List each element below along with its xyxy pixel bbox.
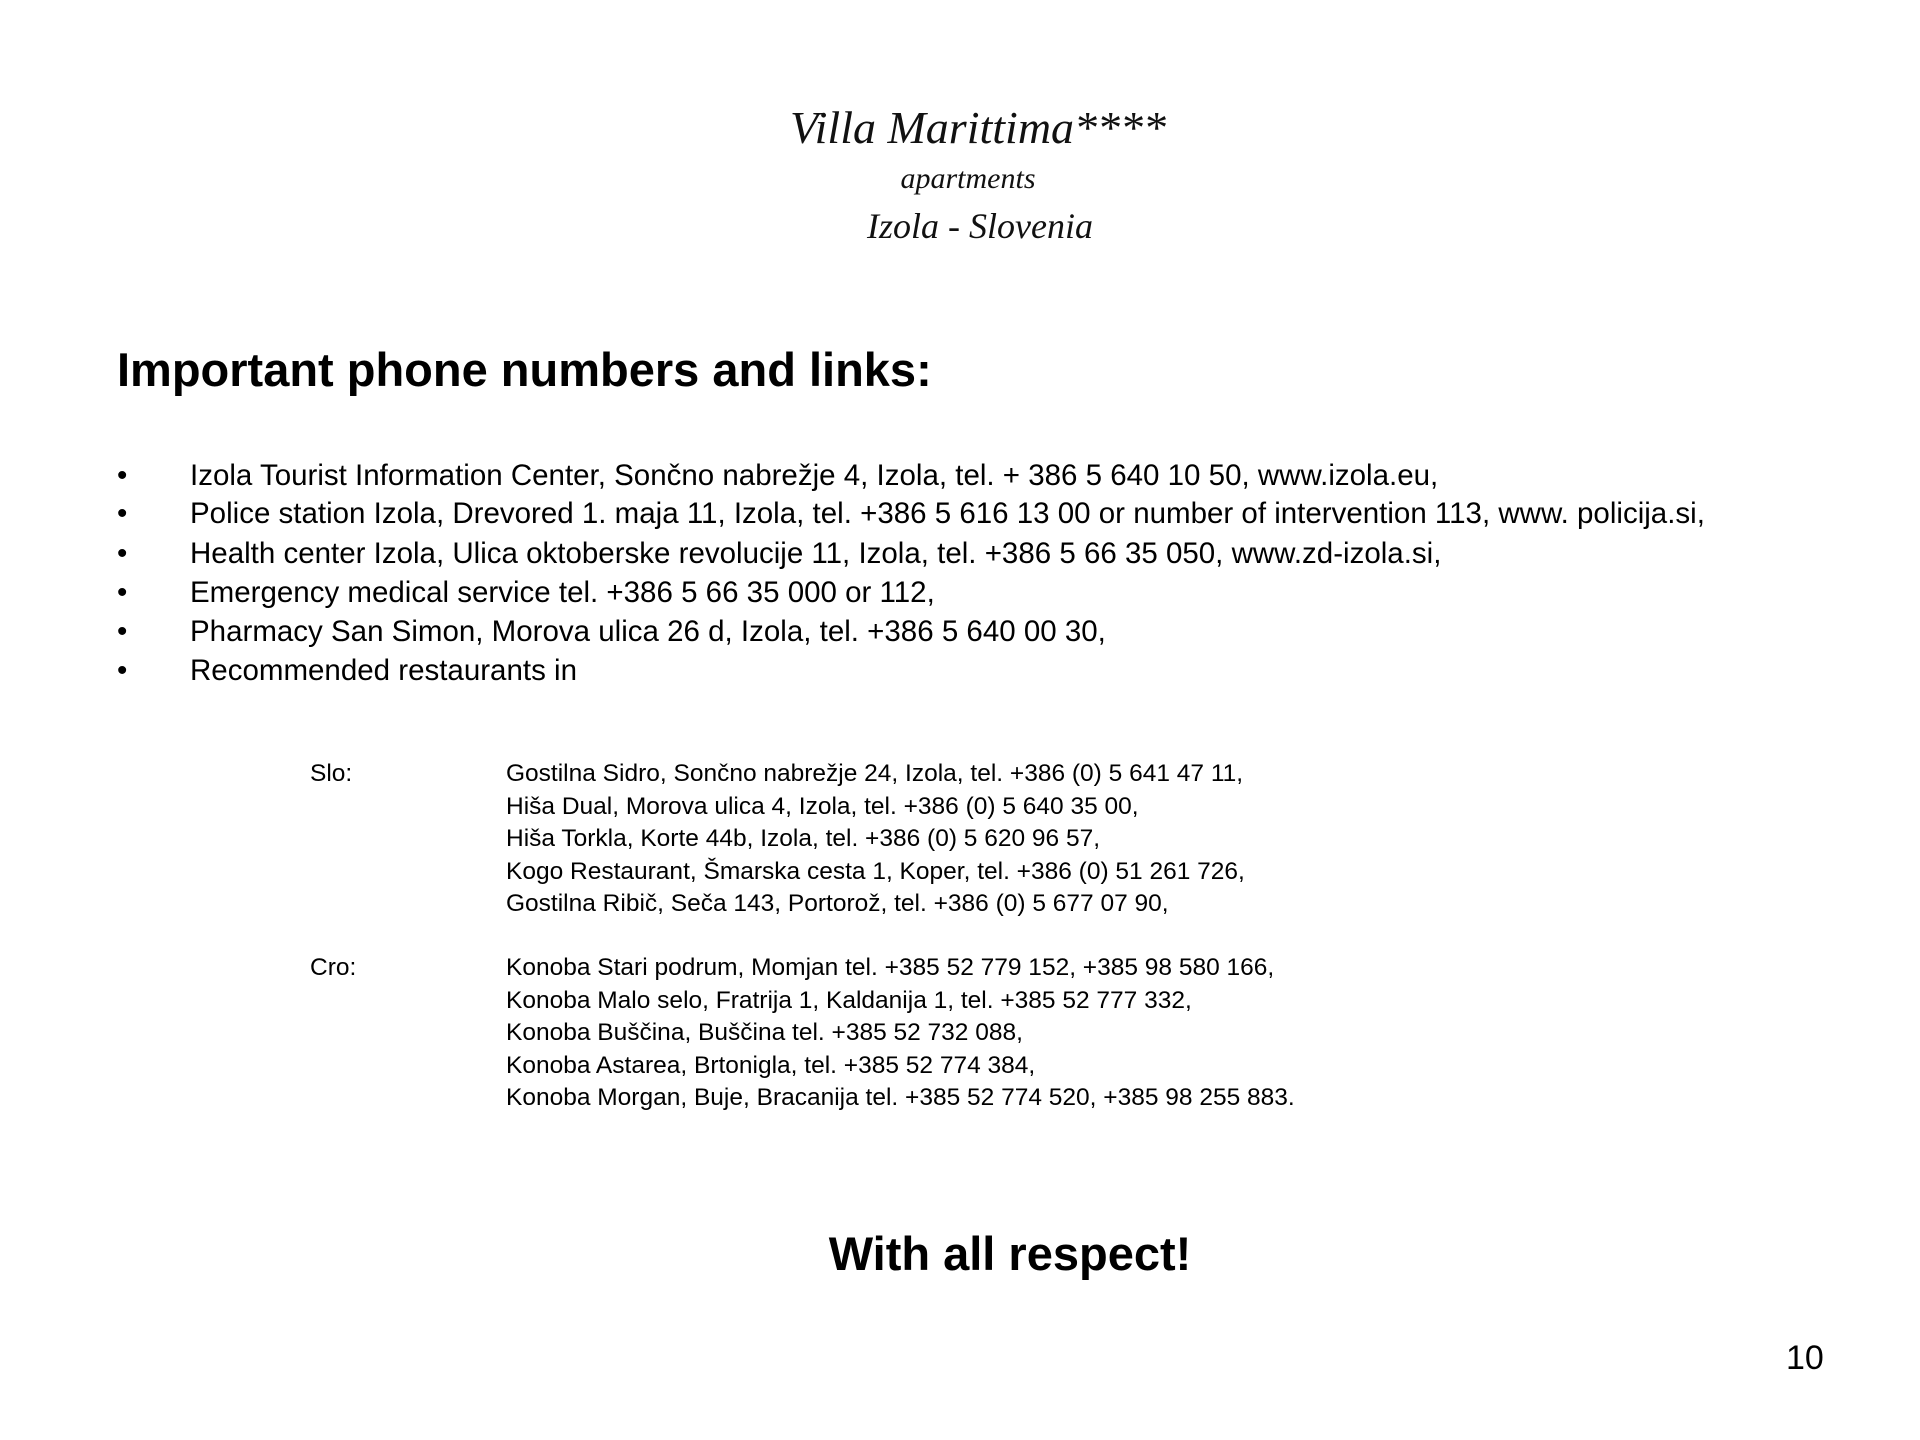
country-label-slo: Slo: [310, 760, 353, 787]
restaurant-entry: Gostilna Ribič, Seča 143, Portorož, tel. +386 (0) 5 677 07 90, [506, 890, 1169, 917]
list-item-text: Police station Izola, Drevored 1. maja 11, Izola, tel. +386 5 616 13 00 or number of intervention 113, www. policija.si, [190, 497, 1705, 530]
list-item-police [117, 495, 1827, 534]
restaurant-entry: Konoba Stari podrum, Momjan tel. +385 52 779 152, +385 98 580 166, [506, 954, 1275, 981]
villa-subtitle: apartments [900, 162, 1036, 195]
bullet-icon: • [117, 654, 128, 687]
contact-list [117, 456, 1827, 690]
restaurant-entry: Kogo Restaurant, Šmarska cesta 1, Koper, tel. +386 (0) 51 261 726, [506, 857, 1245, 885]
restaurant-entry: Hiša Torkla, Korte 44b, Izola, tel. +386 (0) 5 620 96 57, [506, 825, 1101, 852]
list-item-health-center [117, 534, 1827, 573]
page-number: 10 [1786, 1339, 1824, 1377]
list-item-text: Pharmacy San Simon, Morova ulica 26 d, Izola, tel. +386 5 640 00 30, [190, 615, 1106, 648]
villa-title: Villa Marittima**** [789, 102, 1167, 153]
closing-text: With all respect! [828, 1227, 1192, 1280]
list-item-text: Health center Izola, Ulica oktoberske revolucije 11, Izola, tel. +386 5 66 35 050, www.zd-izola.si, [190, 537, 1442, 570]
restaurant-list-cro [506, 952, 1295, 1115]
page-heading: Important phone numbers and links: [117, 343, 932, 396]
bullet-icon: • [117, 497, 128, 530]
bullet-icon: • [117, 459, 128, 492]
restaurant-entry: Hiša Dual, Morova ulica 4, Izola, tel. +386 (0) 5 640 35 00, [506, 792, 1139, 820]
country-label-cro: Cro: [310, 954, 357, 981]
restaurant-list-slo [506, 758, 1245, 921]
restaurant-entry: Konoba Malo selo, Fratrija 1, Kaldanija 1, tel. +385 52 777 332, [506, 986, 1192, 1014]
list-item-pharmacy [117, 612, 1827, 651]
restaurant-entry: Konoba Buščina, Buščina tel. +385 52 732 088, [506, 1019, 1023, 1046]
list-item-emergency [117, 573, 1827, 612]
list-item-tourist-info [117, 456, 1827, 495]
bullet-icon: • [117, 576, 128, 609]
list-item-restaurants [117, 651, 1827, 690]
restaurant-entry: Gostilna Sidro, Sončno nabrežje 24, Izola, tel. +386 (0) 5 641 47 11, [506, 760, 1244, 787]
list-item-text: Emergency medical service tel. +386 5 66 35 000 or 112, [190, 576, 935, 609]
document-header [0, 100, 1920, 250]
bullet-icon: • [117, 537, 128, 570]
restaurant-entry: Konoba Astarea, Brtonigla, tel. +385 52 774 384, [506, 1051, 1036, 1079]
villa-location: Izola - Slovenia [867, 206, 1093, 246]
list-item-text: Recommended restaurants in [190, 654, 577, 687]
list-item-text: Izola Tourist Information Center, Sončno nabrežje 4, Izola, tel. + 386 5 640 10 50, www.izola.eu, [190, 459, 1439, 492]
bullet-icon: • [117, 615, 128, 648]
restaurant-entry: Konoba Morgan, Buje, Bracanija tel. +385 52 774 520, +385 98 255 883. [506, 1084, 1295, 1111]
